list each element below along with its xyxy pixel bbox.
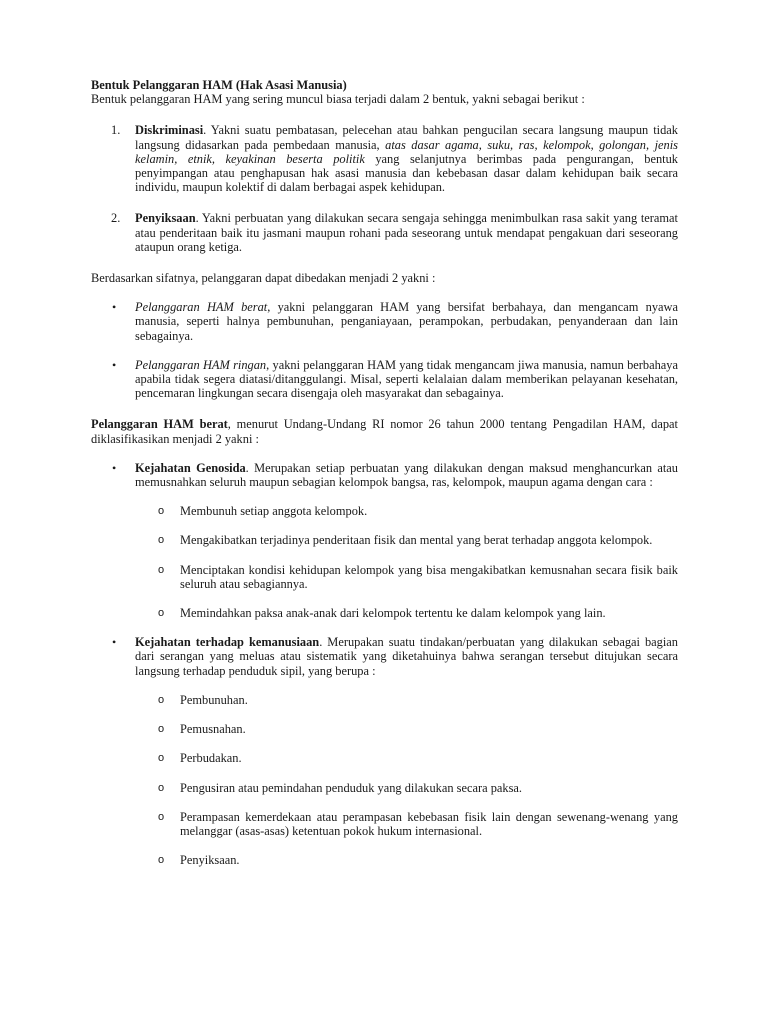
nature-intro: Berdasarkan sifatnya, pelanggaran dapat dibedakan menjadi 2 yakni : bbox=[91, 271, 436, 286]
sub-list-item bbox=[91, 781, 678, 795]
list-item bbox=[91, 461, 678, 620]
circle-bullet-icon: o bbox=[158, 534, 165, 547]
sub-list-item bbox=[91, 504, 678, 518]
sub-list bbox=[91, 693, 678, 867]
list-item bbox=[91, 123, 678, 194]
item-text: . Yakni suatu pembatasan, pelecehan atau bahkan pengucilan secara langsung maupun tidak langsung didasarkan pada pembedaan manusia, bbox=[135, 123, 678, 152]
circle-bullet-icon: o bbox=[158, 693, 165, 706]
italic-text: atas dasar agama, suku, ras, kelompok, golongan, jenis kelamin, etnik, keyakinan beserta politik bbox=[135, 137, 678, 166]
term: Diskriminasi bbox=[135, 123, 204, 138]
sub-list-item bbox=[91, 751, 678, 765]
list-number: 2. bbox=[111, 211, 121, 226]
item-text: yang selanjutnya berimbas pada pengurangan, bentuk penyimpangan atau penghapusan hak asasi manusia dan kebebasan dasar dalam kehidupan baik secara individu, maupun kolektif di dalam berbagai aspek kehidupan. bbox=[135, 151, 678, 195]
term: Pelanggaran HAM ringan bbox=[135, 357, 267, 372]
term: Pelanggaran HAM berat bbox=[135, 300, 268, 315]
circle-bullet-icon: o bbox=[158, 723, 165, 736]
document-page bbox=[91, 78, 678, 867]
list-number: 1. bbox=[111, 123, 121, 138]
circle-bullet-icon: o bbox=[158, 810, 165, 823]
sub-item-text: Pengusiran atau pemindahan penduduk yang dilakukan secara paksa. bbox=[180, 780, 523, 795]
sub-item-text: Pemusnahan. bbox=[180, 722, 246, 737]
nature-list bbox=[91, 300, 678, 400]
item-text: . Merupakan setiap perbuatan yang dilakukan dengan maksud menghancurkan atau memusnahkan seluruh maupun sebagian kelompok bangsa, ras, kelompok, maupun agama dengan cara : bbox=[135, 460, 678, 490]
sub-item-text: Perbudakan. bbox=[180, 751, 242, 766]
heavy-paragraph bbox=[91, 417, 678, 445]
list-item bbox=[91, 635, 678, 867]
sub-item-text: Menciptakan kondisi kehidupan kelompok yang bisa mengakibatkan kemusnahan secara fisik baik seluruh atau sebagiannya. bbox=[180, 562, 678, 591]
circle-bullet-icon: o bbox=[158, 854, 165, 867]
sub-list-item bbox=[91, 693, 678, 707]
crimes-list bbox=[91, 461, 678, 867]
sub-list-item bbox=[91, 722, 678, 736]
sub-item-text: Mengakibatkan terjadinya penderitaan fisik dan mental yang berat terhadap anggota kelompok. bbox=[180, 533, 653, 548]
list-item bbox=[91, 358, 678, 401]
bullet-icon: • bbox=[112, 357, 117, 372]
forms-list bbox=[91, 123, 678, 254]
sub-item-text: Memindahkan paksa anak-anak dari kelompok tertentu ke dalam kelompok yang lain. bbox=[180, 606, 606, 621]
circle-bullet-icon: o bbox=[158, 505, 165, 518]
sub-list-item bbox=[91, 810, 678, 838]
list-item bbox=[91, 300, 678, 343]
sub-list bbox=[91, 504, 678, 620]
sub-list-item bbox=[91, 563, 678, 591]
document-title: Bentuk Pelanggaran HAM (Hak Asasi Manusia) bbox=[91, 78, 347, 92]
list-item bbox=[91, 211, 678, 254]
item-text: , yakni pelanggaran HAM yang tidak mengancam jiwa manusia, namun berbahaya apabila tidak segera diatasi/ditanggulangi. Misal, seperti kelalaian dalam memberikan pelayanan kesehatan, pencemaran lingkungan secara disengaja oleh masyarakat dan sebagainya. bbox=[135, 357, 679, 401]
term: Kejahatan Genosida bbox=[135, 460, 246, 475]
term: Pelanggaran HAM berat bbox=[91, 417, 228, 432]
sub-item-text: Membunuh setiap anggota kelompok. bbox=[180, 504, 368, 519]
bullet-icon: • bbox=[112, 460, 117, 475]
circle-bullet-icon: o bbox=[158, 607, 165, 620]
intro-paragraph: Bentuk pelanggaran HAM yang sering muncul biasa terjadi dalam 2 bentuk, yakni sebagai berikut : bbox=[91, 92, 585, 107]
sub-list-item bbox=[91, 606, 678, 620]
sub-item-text: Penyiksaan. bbox=[180, 853, 240, 868]
item-text: . Merupakan suatu tindakan/perbuatan yang dilakukan sebagai bagian dari serangan yang meluas atau sistematik yang diketahuinya bahwa serangan tersebut ditujukan secara langsung terhadap penduduk sipil, yang berupa : bbox=[135, 635, 678, 678]
sub-list-item bbox=[91, 853, 678, 867]
bullet-icon: • bbox=[112, 635, 117, 650]
term: Penyiksaan bbox=[135, 211, 196, 226]
circle-bullet-icon: o bbox=[158, 781, 165, 794]
sub-list-item bbox=[91, 533, 678, 547]
item-text: . Yakni perbuatan yang dilakukan secara sengaja sehingga menimbulkan rasa sakit yang teramat atau penderitaan baik itu jasmani maupun rohani pada seseorang untuk mendapat pengakuan dari seseorang ataupun orang ketiga. bbox=[135, 211, 678, 254]
paragraph-text: , menurut Undang-Undang RI nomor 26 tahun 2000 tentang Pengadilan HAM, dapat diklasifikasikan menjadi 2 yakni : bbox=[91, 417, 678, 446]
sub-item-text: Pembunuhan. bbox=[180, 692, 248, 707]
item-text: , yakni pelanggaran HAM yang bersifat berbahaya, dan mengancam nyawa manusia, seperti halnya pembunuhan, penganiayaan, perampokan, perbudakan, penyanderaan dan lain sebagainya. bbox=[135, 300, 678, 343]
term: Kejahatan terhadap kemanusiaan bbox=[135, 635, 320, 650]
bullet-icon: • bbox=[112, 300, 117, 315]
circle-bullet-icon: o bbox=[158, 563, 165, 576]
sub-item-text: Perampasan kemerdekaan atau perampasan kebebasan fisik lain dengan sewenang-wenang yang melanggar (asas-asas) ketentuan pokok hukum internasional. bbox=[180, 809, 678, 838]
circle-bullet-icon: o bbox=[158, 752, 165, 765]
